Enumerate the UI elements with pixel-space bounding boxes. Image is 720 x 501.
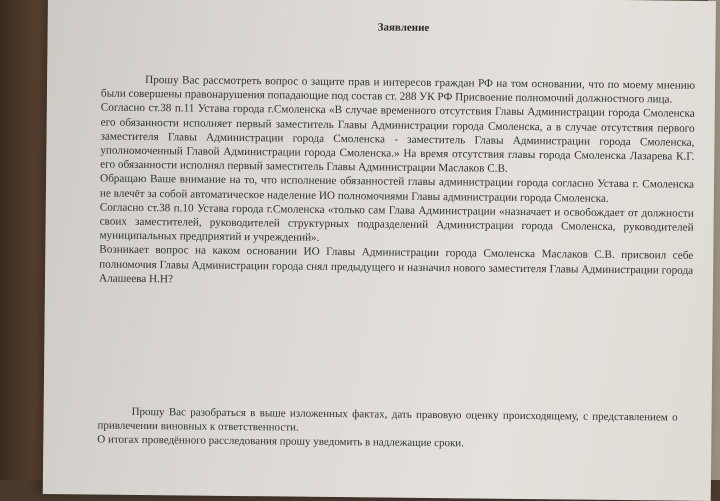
document-body xyxy=(99,73,695,292)
paper-sheet xyxy=(43,0,716,501)
paragraph-attention: Обращаю Ваше внимание на то, что исполнение обязанностей главы администрации города согласно Устава г. Смоленска не влечёт за собой автоматическое наделение ИО полномочиями Главы администрации города Смоленска. xyxy=(99,172,695,205)
document-title: Заявление xyxy=(377,21,430,34)
paragraph-charter-clause-11: Согласно ст.38 п.11 Устава города г.Смоленска «В случае временного отсутствия Главы Администрации города Смоленска его обязанности исполняет первый заместитель Главы Администрации города Смоленска, а в случае отсутствия первого заместителя Главы Администрации города Смоленска - заместитель Главы Администрации города Смоленска, уполномоченный Главой Администрации города Смоленска.» На время отсутствия главы города Смоленска Лазарева К.Г. его обязанности исполнял первый заместитель Главы Администрации Маслаков С.В. xyxy=(100,101,695,176)
paragraph-request: Прошу Вас рассмотреть вопрос о защите прав и интересов граждан РФ на том основании, что по моему мнению были совершены правонарушения попадающие под состав ст. 288 УК РФ Присвоение полномочий должностного лица. xyxy=(100,74,696,106)
paragraph-charter-clause-10: Согласно ст.38 п.10 Устава города г.Смоленска «только сам Глава Администрации «назначает и освобождает от должности своих заместителей, руководителей структурных подразделений Администрации города Смоленска, руководителей муниципальных предприятий и учреждений». xyxy=(99,201,694,245)
document-closing xyxy=(97,405,677,454)
closing-request: Прошу Вас разобраться в выше изложенных фактах, дать правовую оценку происходящему, с представлением о привлечении виновных к ответственности. xyxy=(97,405,678,434)
closing-notify: О итогах проведённого расследования прошу уведомить в надлежащие сроки. xyxy=(97,433,465,450)
paragraph-question: Возникает вопрос на каком основании ИО Главы Администрации города Смоленска Маслаков С.В. присвоил себе полномочия Главы Администрации города снял предыдущего и назначил нового заместителя Главы Администрации города Алашеева Н.Н? xyxy=(98,243,694,286)
